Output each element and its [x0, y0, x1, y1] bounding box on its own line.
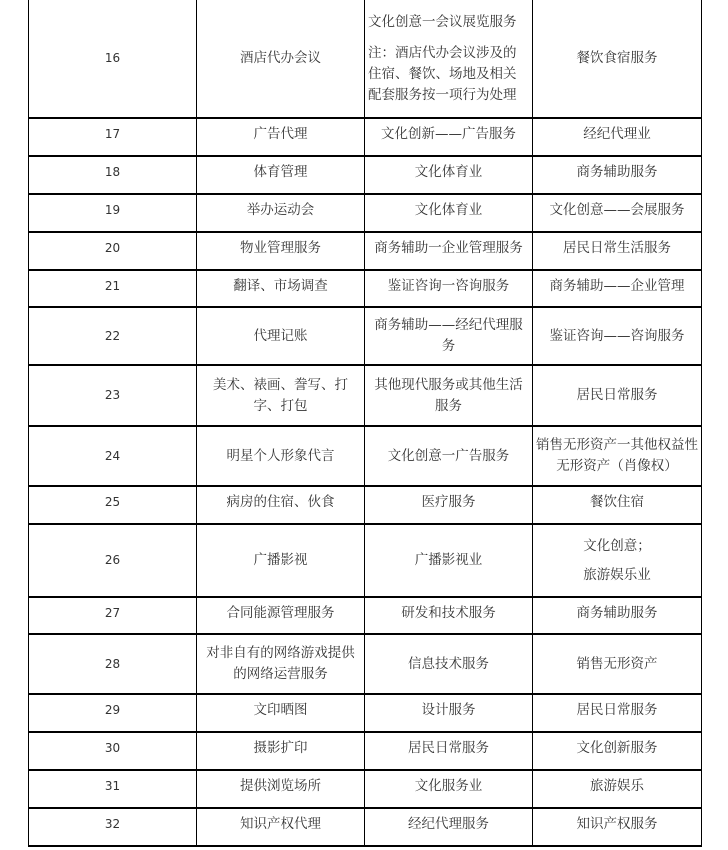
category-a-cell: 商务辅助一企业管理服务	[365, 232, 533, 270]
category-a-cell: 经纪代理服务	[365, 808, 533, 846]
table-row	[29, 270, 702, 307]
category-a-cell: 文化服务业	[365, 770, 533, 808]
item-cell: 代理记账	[197, 307, 365, 365]
category-b-cell: 商务辅助服务	[533, 156, 702, 194]
table-row	[29, 0, 702, 118]
table-row	[29, 486, 702, 524]
item-cell: 明星个人形象代言	[197, 426, 365, 486]
category-a-cell: 医疗服务	[365, 486, 533, 524]
row-number: 30	[29, 732, 197, 770]
category-a-cell: 文化创新——广告服务	[365, 118, 533, 156]
row-number: 27	[29, 597, 197, 634]
row-number: 20	[29, 232, 197, 270]
category-a-cell: 设计服务	[365, 694, 533, 732]
item-cell: 美术、裱画、誊写、打字、打包	[197, 365, 365, 426]
row-number: 29	[29, 694, 197, 732]
category-a-cell: 信息技术服务	[365, 634, 533, 694]
item-cell: 文印晒图	[197, 694, 365, 732]
table-row	[29, 232, 702, 270]
table-row	[29, 634, 702, 694]
row-number: 18	[29, 156, 197, 194]
category-b-text: 旅游娱乐业	[583, 566, 651, 583]
category-b-cell: 旅游娱乐	[533, 770, 702, 808]
category-a-text: 文化创意一会议展览服务	[368, 13, 517, 30]
table-row	[29, 524, 702, 597]
table-row	[29, 694, 702, 732]
category-b-cell: 商务辅助——企业管理	[533, 270, 702, 307]
item-cell: 合同能源管理服务	[197, 597, 365, 634]
item-cell: 知识产权代理	[197, 808, 365, 846]
category-b-cell: 经纪代理业	[533, 118, 702, 156]
service-classification-table	[28, 0, 702, 847]
category-b-cell: 商务辅助服务	[533, 597, 702, 634]
table-row	[29, 156, 702, 194]
item-cell: 广告代理	[197, 118, 365, 156]
category-b-cell	[533, 524, 702, 597]
row-number: 16	[29, 0, 197, 118]
category-b-cell: 销售无形资产	[533, 634, 702, 694]
table-row	[29, 597, 702, 634]
row-number: 22	[29, 307, 197, 365]
row-number: 19	[29, 194, 197, 232]
item-cell: 体育管理	[197, 156, 365, 194]
row-number: 24	[29, 426, 197, 486]
category-a-cell: 商务辅助——经纪代理服务	[365, 307, 533, 365]
category-a-cell: 其他现代服务或其他生活服务	[365, 365, 533, 426]
category-b-cell: 居民日常服务	[533, 365, 702, 426]
row-number: 28	[29, 634, 197, 694]
category-b-text: 文化创意；	[583, 537, 651, 554]
item-cell: 对非自有的网络游戏提供的网络运营服务	[197, 634, 365, 694]
row-number: 17	[29, 118, 197, 156]
category-a-cell: 广播影视业	[365, 524, 533, 597]
category-a-note: 注：酒店代办会议涉及的住宿、餐饮、场地及相关配套服务按一项行为处理	[368, 44, 517, 103]
table-row	[29, 307, 702, 365]
item-cell: 病房的住宿、伙食	[197, 486, 365, 524]
table-row	[29, 426, 702, 486]
row-number: 23	[29, 365, 197, 426]
table-row	[29, 365, 702, 426]
table-row	[29, 118, 702, 156]
category-b-cell: 文化创新服务	[533, 732, 702, 770]
table-row	[29, 194, 702, 232]
category-b-cell: 知识产权服务	[533, 808, 702, 846]
table-row	[29, 808, 702, 846]
row-number: 26	[29, 524, 197, 597]
category-b-cell: 鉴证咨询——咨询服务	[533, 307, 702, 365]
row-number: 31	[29, 770, 197, 808]
item-cell: 举办运动会	[197, 194, 365, 232]
category-a-cell: 居民日常服务	[365, 732, 533, 770]
category-a-cell: 文化体育业	[365, 156, 533, 194]
category-b-cell: 餐饮食宿服务	[533, 0, 702, 118]
category-b-cell: 销售无形资产一其他权益性无形资产（肖像权）	[533, 426, 702, 486]
item-cell: 翻译、市场调查	[197, 270, 365, 307]
category-a-cell: 文化创意一广告服务	[365, 426, 533, 486]
category-b-cell: 餐饮住宿	[533, 486, 702, 524]
row-number: 32	[29, 808, 197, 846]
row-number: 21	[29, 270, 197, 307]
item-cell: 提供浏览场所	[197, 770, 365, 808]
category-a-cell: 文化体育业	[365, 194, 533, 232]
row-number: 25	[29, 486, 197, 524]
category-b-cell: 居民日常服务	[533, 694, 702, 732]
table-row	[29, 770, 702, 808]
item-cell: 物业管理服务	[197, 232, 365, 270]
item-cell: 酒店代办会议	[197, 0, 365, 118]
category-a-cell	[365, 0, 533, 118]
category-b-cell: 文化创意——会展服务	[533, 194, 702, 232]
table-row	[29, 732, 702, 770]
item-cell: 广播影视	[197, 524, 365, 597]
category-b-cell: 居民日常生活服务	[533, 232, 702, 270]
category-a-cell: 鉴证咨询一咨询服务	[365, 270, 533, 307]
category-a-cell: 研发和技术服务	[365, 597, 533, 634]
item-cell: 摄影扩印	[197, 732, 365, 770]
